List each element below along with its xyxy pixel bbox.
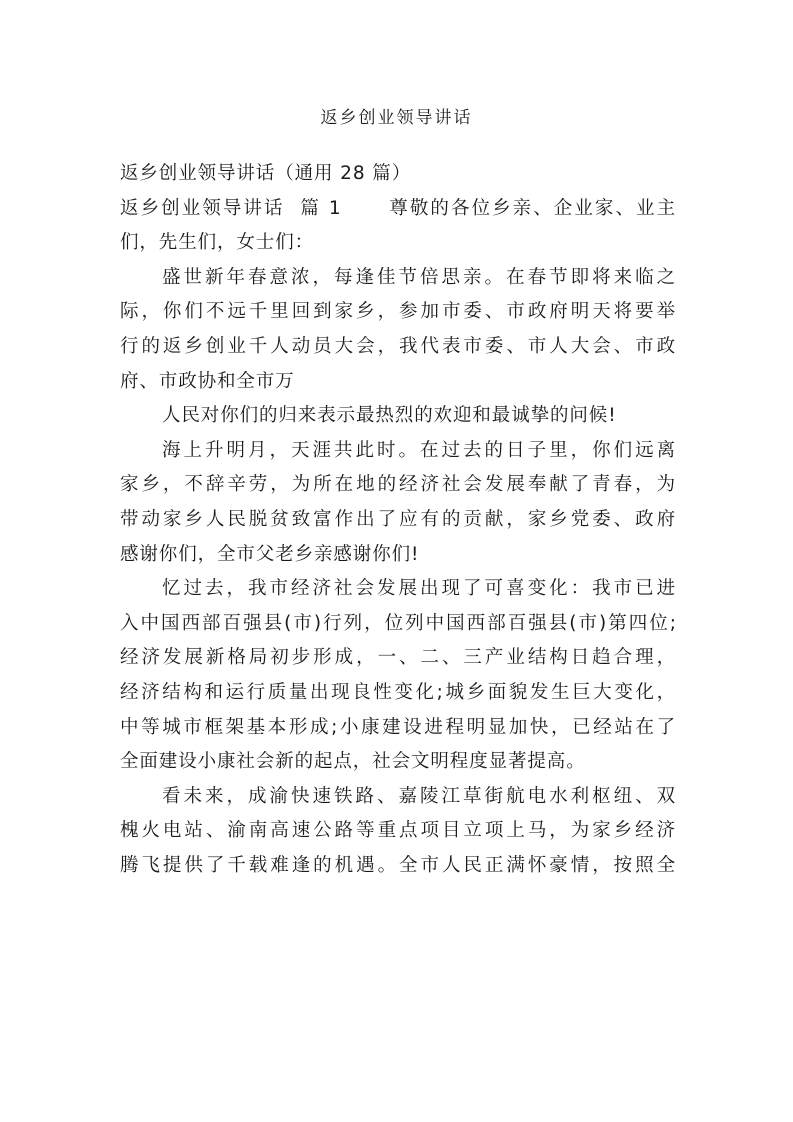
body-line: 际，你们不远千里回到家乡，参加市委、市政府明天将要举 [120,301,676,323]
body-line: 看未来，成渝快速铁路、嘉陵江草街航电水利枢纽、双 [162,785,676,807]
body-line: 府、市政协和全市万 [120,370,295,392]
body-line: 腾飞提供了千载难逢的机遇。全市人民正满怀豪情，按照全 [120,854,676,876]
body-line: 忆过去，我市经济社会发展出现了可喜变化：我市已进 [162,578,676,600]
body-line: 行的返乡创业千人动员大会，我代表市委、市人大会、市政 [120,335,676,357]
body-line: 中等城市框架基本形成;小康建设进程明显加快，已经站在了 [120,716,676,738]
body-line: 经济结构和运行质量出现良性变化;城乡面貌发生巨大变化， [120,681,676,703]
body-line: 们，先生们，女士们： [120,232,315,254]
body-line: 感谢你们，全市父老乡亲感谢你们! [120,543,420,565]
body-line: 盛世新年春意浓，每逢佳节倍思亲。在春节即将来临之 [162,266,676,288]
body-line: 人民对你们的归来表示最热烈的欢迎和最诚挚的问候! [162,405,617,427]
body-line: 家乡，不辞辛劳，为所在地的经济社会发展奉献了青春，为 [120,474,676,496]
body-line: 全面建设小康社会新的起点，社会文明程度显著提高。 [120,751,586,773]
body-line: 海上升明月，天涯共此时。在过去的日子里，你们远离 [162,439,676,461]
body-line: 经济发展新格局初步形成，一、二、三产业结构日趋合理， [120,647,676,669]
body-line: 带动家乡人民脱贫致富作出了应有的贡献，家乡党委、政府 [120,508,676,530]
subtitle-line: 返乡创业领导讲话（通用 28 篇） [120,163,412,184]
body-line: 入中国西部百强县(市)行列，位列中国西部百强县(市)第四位; [120,612,676,634]
body-line: 槐火电站、渝南高速公路等重点项目立项上马，为家乡经济 [120,820,676,842]
document-title: 返乡创业领导讲话 [320,108,473,128]
body-line: 返乡创业领导讲话 篇 1 尊敬的各位乡亲、企业家、业主 [120,197,676,219]
document-body [120,157,676,883]
